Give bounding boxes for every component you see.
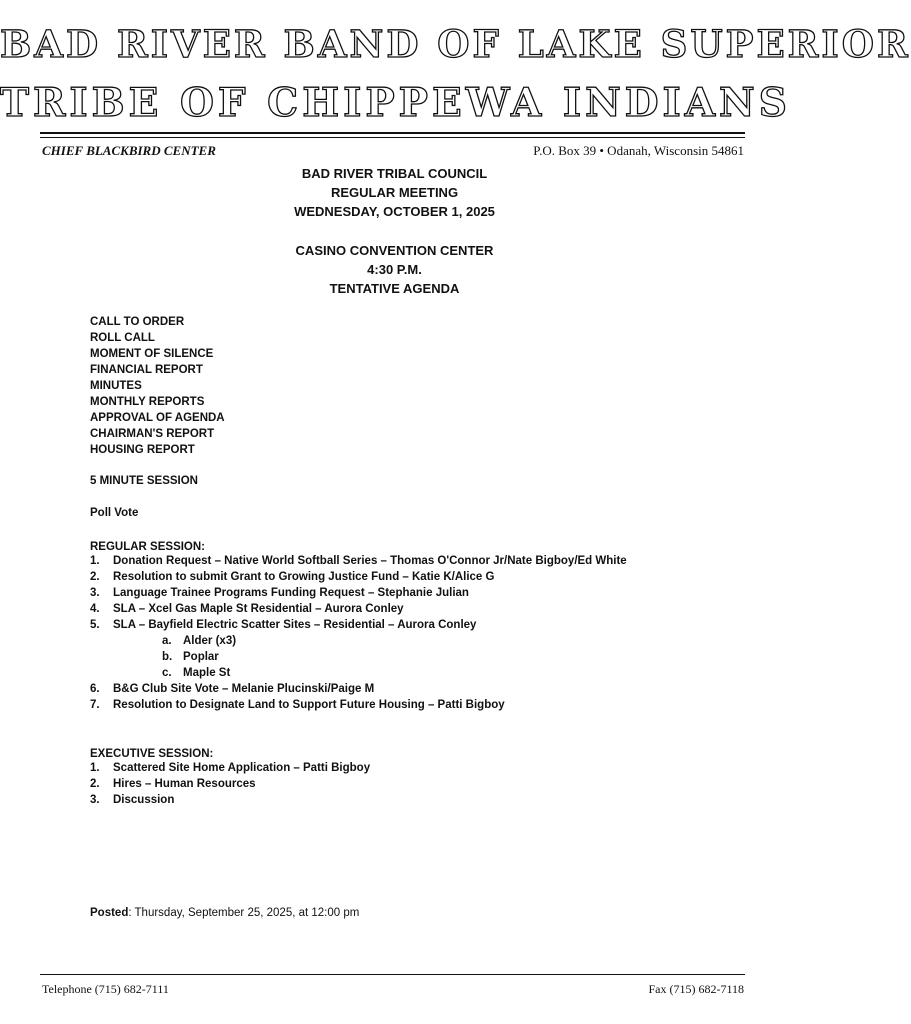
sub-item-text: Poplar xyxy=(183,651,219,663)
regular-item-number: 7. xyxy=(90,699,100,711)
heading-meeting-type: REGULAR MEETING xyxy=(330,185,459,200)
heading-date: WEDNESDAY, OCTOBER 1, 2025 xyxy=(294,204,495,219)
executive-item-number: 1. xyxy=(90,762,100,774)
agenda-item-roll-call: ROLL CALL xyxy=(90,332,155,344)
heading-time: 4:30 P.M. xyxy=(367,262,422,277)
sub-item-letter: b. xyxy=(162,651,173,663)
regular-item-text: Resolution to submit Grant to Growing Justice Fund – Katie K/Alice G xyxy=(113,571,495,583)
regular-item-number: 6. xyxy=(90,683,100,695)
executive-item-number: 3. xyxy=(90,794,100,806)
regular-item-text: B&G Club Site Vote – Melanie Plucinski/Paige M xyxy=(113,683,375,695)
agenda-item-financial-report: FINANCIAL REPORT xyxy=(90,364,203,376)
regular-item-number: 4. xyxy=(90,603,100,615)
sub-item-letter: a. xyxy=(162,635,172,647)
regular-item-text: SLA – Bayfield Electric Scatter Sites – Residential – Aurora Conley xyxy=(113,619,477,631)
sub-item-letter: c. xyxy=(162,667,172,679)
heading-agenda: TENTATIVE AGENDA xyxy=(329,281,460,296)
agenda-item-call-to-order: CALL TO ORDER xyxy=(90,316,185,328)
agenda-item-moment-of-silence: MOMENT OF SILENCE xyxy=(90,348,214,360)
sub-item-text: Alder (x3) xyxy=(183,635,237,647)
header-rule-thin xyxy=(40,137,745,138)
executive-session-title: EXECUTIVE SESSION: xyxy=(90,748,214,760)
opening-items xyxy=(90,314,225,458)
heading-location: CASINO CONVENTION CENTER xyxy=(295,243,494,258)
posted-label: Posted xyxy=(90,907,129,919)
executive-item-number: 2. xyxy=(90,778,100,790)
regular-item-text: Resolution to Designate Land to Support Future Housing – Patti Bigboy xyxy=(113,699,505,711)
agenda-item-chairmans-report: CHAIRMAN'S REPORT xyxy=(90,428,215,440)
letterhead-title-line1: BAD RIVER BAND OF LAKE SUPERIOR xyxy=(0,22,911,66)
center-name: CHIEF BLACKBIRD CENTER xyxy=(42,143,216,158)
agenda-item-minutes: MINUTES xyxy=(90,380,142,392)
agenda-item-housing-report: HOUSING REPORT xyxy=(90,444,195,456)
address: P.O. Box 39 • Odanah, Wisconsin 54861 xyxy=(533,143,744,158)
regular-item-text: SLA – Xcel Gas Maple St Residential – Aurora Conley xyxy=(113,603,404,615)
posted-text: : Thursday, September 25, 2025, at 12:00 pm xyxy=(128,907,360,919)
regular-item-number: 2. xyxy=(90,571,100,583)
executive-item-text: Hires – Human Resources xyxy=(113,778,256,790)
regular-item-number: 5. xyxy=(90,619,100,631)
regular-item-text: Language Trainee Programs Funding Request – Stephanie Julian xyxy=(113,587,469,599)
regular-item-number: 1. xyxy=(90,555,100,567)
sub-item-text: Maple St xyxy=(183,667,231,679)
regular-item-number: 3. xyxy=(90,587,100,599)
five-minute-session: 5 MINUTE SESSION xyxy=(90,475,198,487)
executive-item-text: Scattered Site Home Application – Patti Bigboy xyxy=(113,762,371,774)
footer-fax: Fax (715) 682-7118 xyxy=(648,982,744,996)
posted-note xyxy=(90,905,359,921)
regular-session-title: REGULAR SESSION: xyxy=(90,541,206,553)
agenda-item-monthly-reports: MONTHLY REPORTS xyxy=(90,396,205,408)
regular-item-text: Donation Request – Native World Softball Series – Thomas O'Connor Jr/Nate Bigboy/Ed White xyxy=(113,555,627,567)
heading-council: BAD RIVER TRIBAL COUNCIL xyxy=(301,166,488,181)
header-rule-thick xyxy=(40,132,745,134)
executive-item-text: Discussion xyxy=(113,794,175,806)
footer-telephone: Telephone (715) 682-7111 xyxy=(42,982,169,996)
footer-rule xyxy=(40,974,745,975)
letterhead-title-line2: TRIBE OF CHIPPEWA INDIANS xyxy=(0,80,791,126)
agenda-item-approval-of-agenda: APPROVAL OF AGENDA xyxy=(90,412,225,424)
poll-vote: Poll Vote xyxy=(90,507,139,519)
